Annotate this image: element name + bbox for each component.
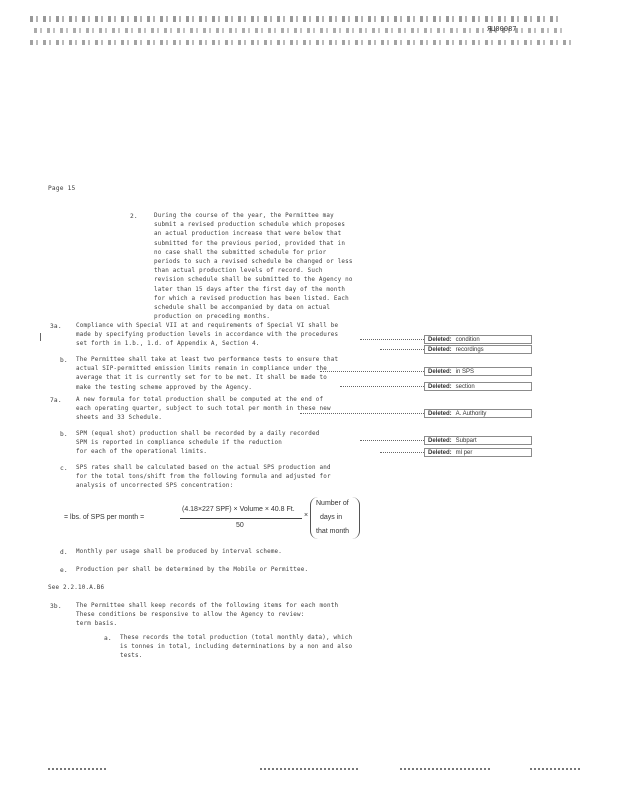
para-c-text: SPS rates shall be calculated based on the actual SPS production and for the total tons/shift from the following formula and adjusted for analysis of uncorrected SPS concentration: xyxy=(76,465,331,490)
comment-label: Deleted: xyxy=(428,450,452,456)
comment-text: section xyxy=(455,384,475,390)
para-3b-number: 3b. xyxy=(50,603,62,610)
comment-text: condition xyxy=(455,337,480,343)
comment-balloon-2[interactable] xyxy=(424,345,532,354)
para-a-sub-number: a. xyxy=(104,635,112,642)
comment-leader-5 xyxy=(300,413,424,414)
document-id: ЯЦ00087 xyxy=(487,25,517,33)
comment-leader-6 xyxy=(360,440,424,441)
comment-text: in SPS xyxy=(455,369,475,375)
formula-times: × xyxy=(304,512,309,519)
comment-leader-7 xyxy=(380,452,424,453)
comment-label: Deleted: xyxy=(428,337,452,343)
formula-bracket-line-3: that month xyxy=(316,528,350,535)
para-3b-text: The Permittee shall keep records of the following items for each month These conditions be responsive to allow the Agency to review: term basis. xyxy=(76,603,339,628)
para-d-text: Monthly per usage shall be produced by interval scheme. xyxy=(76,549,283,555)
comment-label: Deleted: xyxy=(428,384,452,390)
para-b1-number: b. xyxy=(60,357,68,364)
para-7a-text: A new formula for total production shall be computed at the end of each operating quarter, subject to such total per month in these new sheets and 33 Schedule. xyxy=(76,397,331,422)
comment-leader-3 xyxy=(320,371,424,372)
page-label: Page 15 xyxy=(48,185,76,192)
comment-balloon-4[interactable] xyxy=(424,382,532,391)
para-c-number: c. xyxy=(60,465,68,472)
change-bar xyxy=(40,333,41,341)
comment-balloon-7[interactable] xyxy=(424,448,532,457)
scan-noise-footer-mid-2 xyxy=(400,768,490,770)
para-b2-text: SPM (equal shot) production shall be recorded by a daily recorded SPM is reported in compliance schedule if the reduction for each of the operational limits. xyxy=(76,431,320,456)
comment-leader-4 xyxy=(340,386,424,387)
scan-noise-top-3 xyxy=(30,40,572,45)
comment-text: recordings xyxy=(455,347,484,353)
para-e-text: Production per shall be determined by the Mobile or Permittee. xyxy=(76,567,309,573)
comment-label: Deleted: xyxy=(428,369,452,375)
para-2-text: During the course of the year, the Permittee may submit a revised production schedule which proposes an actual production increase that were below that submitted for the previous period, provided that in no case shall the submitted schedule for prior periods to such a revised schedule be changed or less than actual production levels of record. Such revision schedule shall be submitted to the Agency no later than 15 days after the first day of the month for which a revised production has been listed. Each schedule shall be accompanied by data on actual production on preceding months. xyxy=(154,213,353,321)
comment-text: A. Authority xyxy=(455,411,487,417)
formula-bracket-line-2: days in xyxy=(320,514,343,521)
formula-numerator: (4.18×227 SPF) × Volume × 40.8 Ft. xyxy=(182,506,295,513)
comment-balloon-1[interactable] xyxy=(424,335,532,344)
comment-label: Deleted: xyxy=(428,347,452,353)
para-d-number: d. xyxy=(60,549,68,556)
para-a-sub-text: These records the total production (total monthly data), which is tonnes in total, including determinations by a non and also tests. xyxy=(120,635,353,660)
para-3a-number: 3a. xyxy=(50,323,62,330)
comment-text: ml per xyxy=(455,450,473,456)
formula-bracket-line-1: Number of xyxy=(316,500,349,507)
section-reference: See 2.2.10.A.B6 xyxy=(48,585,105,591)
comment-leader-1 xyxy=(360,339,424,340)
scan-noise-top-2 xyxy=(34,28,562,33)
para-b2-number: b. xyxy=(60,431,68,438)
scan-noise-footer-mid xyxy=(260,768,360,770)
para-b1-text: The Permittee shall take at least two performance tests to ensure that actual SIP-permitted emission limits remain in compliance under the average that it is currently set for to be met. It shall be made to make the testing scheme approved by the Agency. xyxy=(76,357,339,391)
comment-balloon-3[interactable] xyxy=(424,367,532,376)
para-3a-text: Compliance with Special VII at and requirements of Special VI shall be made by specifying production levels in accordance with the procedures set forth in 1.b., 1.d. of Appendix A, Section 4. xyxy=(76,323,339,348)
comment-label: Deleted: xyxy=(428,438,452,444)
para-e-number: e. xyxy=(60,567,68,574)
comment-balloon-5[interactable] xyxy=(424,409,532,418)
scan-noise-top xyxy=(30,16,558,22)
scan-noise-footer-right xyxy=(530,768,580,770)
para-2-number: 2. xyxy=(130,213,138,220)
comment-text: Subpart xyxy=(455,438,477,444)
formula-denominator: 50 xyxy=(236,522,244,529)
para-7a-number: 7a. xyxy=(50,397,62,404)
scan-noise-footer-left xyxy=(48,768,108,770)
formula-fraction-bar xyxy=(180,518,302,519)
comment-leader-2 xyxy=(380,349,424,350)
comment-label: Deleted: xyxy=(428,411,452,417)
formula-lhs: = lbs. of SPS per month = xyxy=(64,514,145,521)
comment-balloon-6[interactable] xyxy=(424,436,532,445)
